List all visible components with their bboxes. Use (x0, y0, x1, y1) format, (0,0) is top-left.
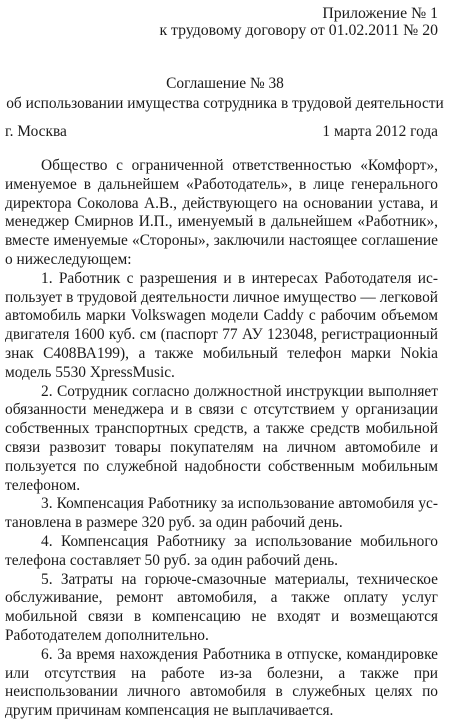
document-subtitle: об использовании имущества сотрудника в трудовой деятельности (6, 95, 444, 112)
appendix-line-1: Приложение № 1 (322, 5, 438, 22)
clause-3: 3. Компенсация Работнику за использование автомобиля установлена в размере 320 руб. за один рабочий день. (5, 495, 438, 532)
clause-6: 6. За время нахождения Работника в отпуске, командировке или отсутствия на работе из-за болезни, а также при неиспользовании личного автомобиля в служебных целях по другим причинам компенсация не выплачивается. (5, 645, 438, 720)
clause-4: 4. Компенсация Работнику за использование мобильного телефона составляет 50 руб. за один рабочий день. (5, 532, 438, 569)
appendix-note (159, 5, 438, 39)
city: г. Москва (5, 123, 67, 140)
place-date-line (5, 123, 438, 142)
preamble-paragraph: Общество с ограниченной ответственностью «Комфорт», именуемое в дальнейшем «Работодатель», в лице генерального директора Соколова А.В., действующего на основании устава, и менеджер Смирнов И.П., именуемый в дальнейшем «Работник», вместе именуемые «Стороны», заключили настоящее соглашение о нижеследующем: (5, 157, 438, 268)
document-heading (0, 74, 450, 114)
date: 1 марта 2012 года (322, 123, 438, 140)
document-body (5, 157, 438, 721)
appendix-line-2: к трудовому договору от 01.02.2011 № 20 (159, 22, 438, 39)
document-title: Соглашение № 38 (166, 75, 284, 92)
clause-2: 2. Сотрудник согласно должностной инструкции выполняет обязанности менеджера и в связи с отсутствием у организации собственных транспортных средств, а также средств мобильной связи развозит товары покупателям на личном автомобиле и пользуется по служебной надобности собственным мобильным телефоном. (5, 382, 438, 494)
clause-1: 1. Работник с разрешения и в интересах Работодателя использует в трудовой деятельности личное имущество — легковой автомобиль марки Volkswagen модели Caddy с рабочим объемом двигателя 1600 куб. см (паспорт 77 АУ 123048, регистрационный знак С408ВА199), а также мобильный телефон марки Nokia модель 5530 XpressMusic. (5, 269, 438, 381)
clause-5: 5. Затраты на горюче-смазочные материалы, техническое обслуживание, ремонт автомобиля, а также оплату услуг мобильной связи в компенсацию не входят и возмещаются Работодателем дополнительно. (5, 570, 438, 644)
